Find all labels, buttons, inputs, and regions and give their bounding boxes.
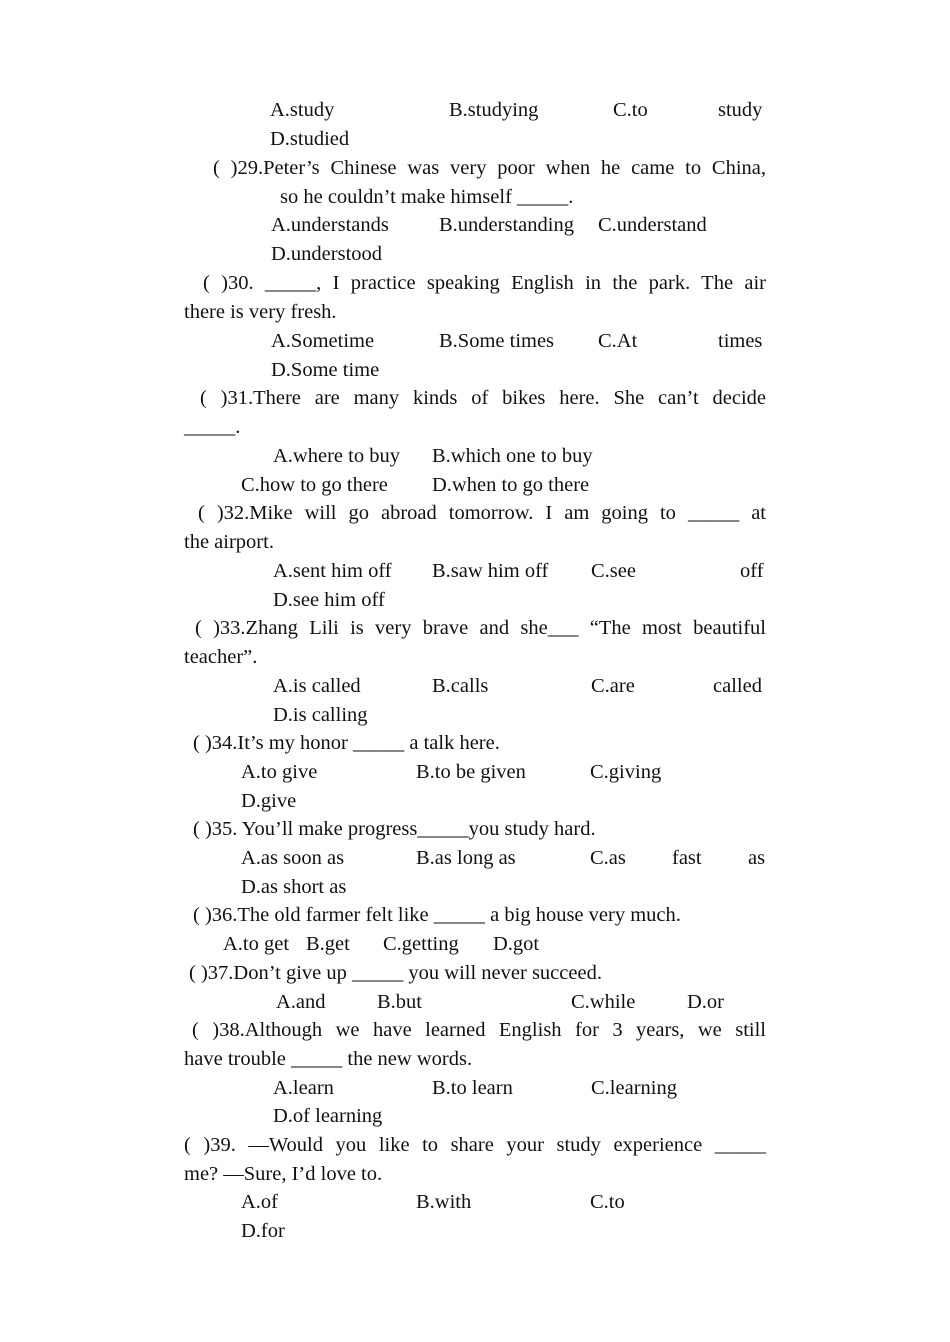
q38-option-b: B.to learn xyxy=(432,1077,513,1099)
q28-option-a: A.study xyxy=(270,99,335,121)
q33-question-line: ( )33.Zhang Lili is very brave and she___ “The most beautiful xyxy=(195,617,766,639)
q39-option-b: B.with xyxy=(416,1191,472,1213)
q35-option-c-cont: as xyxy=(748,847,766,869)
q29-question-line: ( )29.Peter’s Chinese was very poor when he came to China, xyxy=(213,157,766,179)
q37-option-b: B.but xyxy=(377,991,422,1013)
q32-option-d: D.see him off xyxy=(273,589,385,611)
q32-option-b: B.saw him off xyxy=(432,560,549,582)
q32-question-line: the airport. xyxy=(184,531,274,553)
q35-option-b: B.as long as xyxy=(416,847,516,869)
q34-option-d: D.give xyxy=(241,790,297,812)
q28-option-b: B.studying xyxy=(449,99,539,121)
q32-option-a: A.sent him off xyxy=(273,560,392,582)
q33-option-c-cont: called xyxy=(713,675,762,697)
q33-option-d: D.is calling xyxy=(273,704,368,726)
q31-option-a: A.where to buy xyxy=(273,445,400,467)
q38-option-a: A.learn xyxy=(273,1077,334,1099)
q32-question-line: ( )32.Mike will go abroad tomorrow. I am going to _____ at xyxy=(198,502,766,524)
q29-question-line: so he couldn’t make himself _____. xyxy=(280,186,574,208)
q36-option-d: D.got xyxy=(493,933,540,955)
q30-question-line: there is very fresh. xyxy=(184,301,337,323)
q29-option-a: A.understands xyxy=(271,214,389,236)
q35-option-d: D.as short as xyxy=(241,876,347,898)
q30-option-c: C.At xyxy=(598,330,638,352)
q39-question-line: ( )39. —Would you like to share your study experience _____ xyxy=(184,1134,766,1156)
q28-option-c-cont: study xyxy=(718,99,763,121)
q31-option-c: C.how to go there xyxy=(241,474,388,496)
q34-option-c: C.giving xyxy=(590,761,662,783)
q35-option-a: A.as soon as xyxy=(241,847,345,869)
q38-option-d: D.of learning xyxy=(273,1105,383,1127)
q30-option-a: A.Sometime xyxy=(271,330,375,352)
q39-option-d: D.for xyxy=(241,1220,285,1242)
q32-option-c-cont: off xyxy=(740,560,764,582)
q28-option-c: C.to xyxy=(613,99,648,121)
q38-question-line: ( )38.Although we have learned English for 3 years, we still xyxy=(192,1019,766,1041)
q30-option-d: D.Some time xyxy=(271,359,380,381)
q33-option-a: A.is called xyxy=(273,675,361,697)
q29-option-b: B.understanding xyxy=(439,214,574,236)
q31-question-line: _____. xyxy=(184,416,241,438)
q34-question-line: ( )34.It’s my honor _____ a talk here. xyxy=(193,732,500,754)
q36-question-line: ( )36.The old farmer felt like _____ a big house very much. xyxy=(193,904,681,926)
q39-question-line: me? —Sure, I’d love to. xyxy=(184,1163,383,1185)
q36-option-b: B.get xyxy=(306,933,350,955)
q29-option-c: C.understand xyxy=(598,214,707,236)
q35-option-c: C.as xyxy=(590,847,626,869)
q33-option-c: C.are xyxy=(591,675,635,697)
q35-question-line: ( )35. You’ll make progress_____you study hard. xyxy=(193,818,596,840)
q37-option-c: C.while xyxy=(571,991,636,1013)
q38-option-c: C.learning xyxy=(591,1077,677,1099)
q36-option-c: C.getting xyxy=(383,933,459,955)
q38-question-line: have trouble _____ the new words. xyxy=(184,1048,473,1070)
q30-option-b: B.Some times xyxy=(439,330,555,352)
q33-question-line: teacher”. xyxy=(184,646,258,668)
q35-option-c-cont: fast xyxy=(672,847,702,869)
q29-option-d: D.understood xyxy=(271,243,383,265)
q39-option-a: A.of xyxy=(241,1191,279,1213)
q31-option-d: D.when to go there xyxy=(432,474,590,496)
q37-option-a: A.and xyxy=(276,991,326,1013)
q32-option-c: C.see xyxy=(591,560,636,582)
q31-option-b: B.which one to buy xyxy=(432,445,593,467)
q31-question-line: ( )31.There are many kinds of bikes here. She can’t decide xyxy=(200,387,766,409)
q28-option-d: D.studied xyxy=(270,128,350,150)
q34-option-a: A.to give xyxy=(241,761,318,783)
q39-option-c: C.to xyxy=(590,1191,625,1213)
q30-question-line: ( )30. _____, I practice speaking English in the park. The air xyxy=(203,272,766,294)
q30-option-c-cont: times xyxy=(718,330,763,352)
q33-option-b: B.calls xyxy=(432,675,489,697)
q34-option-b: B.to be given xyxy=(416,761,526,783)
q36-option-a: A.to get xyxy=(223,933,290,955)
q37-option-d: D.or xyxy=(687,991,725,1013)
q37-question-line: ( )37.Don’t give up _____ you will never succeed. xyxy=(189,962,602,984)
